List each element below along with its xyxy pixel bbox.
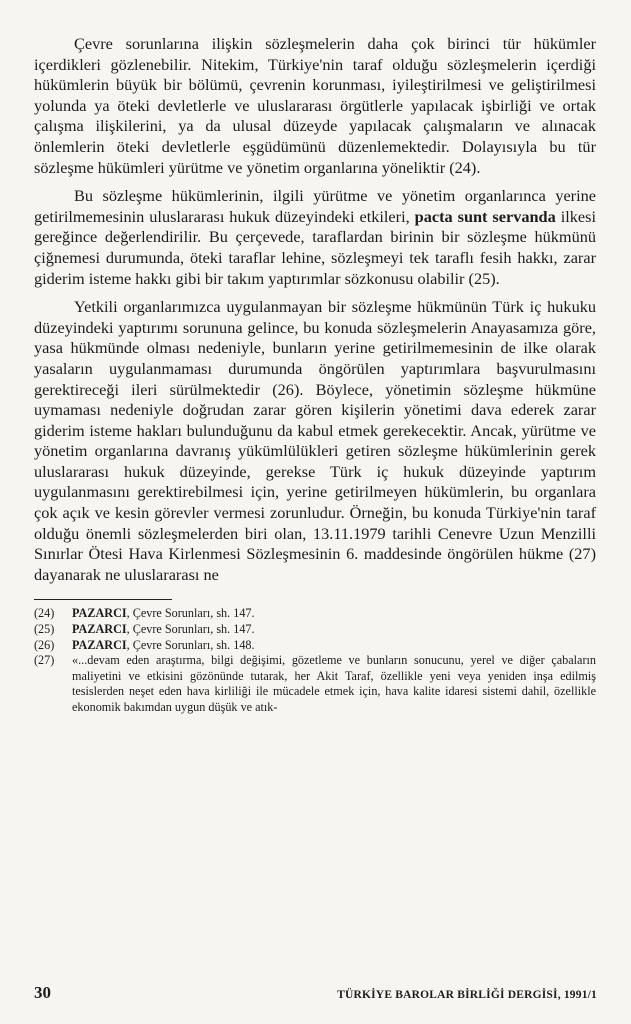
footnote-text bbox=[72, 622, 596, 638]
journal-title: TÜRKİYE BAROLAR BİRLİĞİ DERGİSİ, 1991/1 bbox=[337, 989, 597, 1001]
page-footer bbox=[34, 983, 597, 1003]
pacta-sunt-servanda-term: pacta sunt servanda bbox=[414, 206, 556, 226]
footnote-number: (27) bbox=[34, 653, 55, 668]
paragraph-2-end: ilkesi gereğince değerlendirilir. Bu çerçevede, taraflardan birinin bir sözleşme hükmünü çiğnemesi durumunda, öteki taraflar lehine, sözleşmeyi tek taraflı fesih hakkı, zarar giderim isteme hakkı gibi bir takım yaptırımlar sözkonusu olabilir (25). bbox=[34, 206, 597, 288]
footnote-number: (25) bbox=[34, 622, 55, 637]
footnote-separator bbox=[34, 599, 172, 600]
page-body bbox=[34, 34, 596, 716]
footnote-text: «...devam eden araştırma, bilgi değişimi, gözetleme ve bunların sonucunu, yerel ve diğer çabaların maliyetini ve etkisini gözönünde tutarak, her Akit Taraf, özellikle yeni veya yeniden inşa edilmiş tesislerden neşet eden hava kirliliği ile mücadele etmek için, hava kalite idaresi sistemi dahil, özellikle ekonomik bakımdan uygun düşük ve atık- bbox=[72, 653, 596, 714]
page-number: 30 bbox=[34, 983, 51, 1002]
paragraph-2-start: Bu sözleşme hükümlerinin, ilgili yürütme ve yönetim organlarınca yerine getirilmemesinin uluslararası hukuk düzeyindeki etkileri, bbox=[34, 186, 596, 226]
footnote-author: PAZARCI bbox=[72, 637, 127, 652]
footnote-27 bbox=[34, 653, 596, 715]
footnote-author: PAZARCI bbox=[72, 606, 127, 621]
footnote-26 bbox=[34, 638, 596, 654]
footnote-citation: , Çevre Sorunları, sh. 148. bbox=[126, 637, 255, 652]
footnote-text bbox=[72, 638, 596, 654]
footnote-text bbox=[72, 606, 596, 622]
footnote-number: (26) bbox=[34, 637, 55, 652]
footnote-number: (24) bbox=[34, 606, 55, 621]
footnote-citation: , Çevre Sorunları, sh. 147. bbox=[126, 622, 255, 637]
footnote-author: PAZARCI bbox=[72, 622, 127, 637]
footnote-25 bbox=[34, 622, 596, 638]
paragraph-2 bbox=[34, 186, 596, 289]
paragraph-1: Çevre sorunlarına ilişkin sözleşmelerin daha çok birinci tür hükümler içerdikleri gözlenebilir. Nitekim, Türkiye'nin taraf olduğu sözleşmelerin içerdiği hükümlerin büyük bir bölümü, çevrenin korunması, iyileştirilmesi ve geliştirilmesi yolunda ya öteki devletlerle ve uluslararası örgütlerle yapılacak işbirliği ve ortak çalışma ilişkilerini, ya da ulusal düzeyde yapılacak çalışmaların ve alınacak önlemlerin öteki devletlerle eşgüdümünü düzenlemektedir. Dolayısıyla bu tür sözleşme hükümleri yürütme ve yönetim organlarına yöneliktir (24). bbox=[34, 34, 596, 177]
footnotes bbox=[34, 606, 596, 715]
paragraph-3: Yetkili organlarımızca uygulanmayan bir sözleşme hükmünün Türk iç hukuku düzeyindeki yaptırımı sorununa gelince, bu konuda sözleşmelerin Anayasamıza göre, yasa hükmünde olması nedeniyle, bunların yerine getirilmemesinin de ilke olarak yasaların uygulanmaması durumunda öngörülen yaptırımlara başvurulmasını gerektireceği ileri sürülmektedir (26). Böylece, yönetimin sözleşme hükmüne uymaması nedeniyle doğrudan zarar gören kişilerin yönetimi dava ederek zarar giderim isteme hakları bulunduğunu da kabul etmek gerekecektir. Ancak, yürütme ve yönetim organlarına davranış yükümlülükleri getiren sözleşme hükümlerinin gerek uluslararası hukuk düzeyinde, gerekse Türk iç hukuk düzeyinde yaptırım uygulanmasını gerektirebilmesi için, yerine getirilmeyen hükümlerin, bu organlara çok açık ve kesin görevler vermesi zorunludur. Örneğin, bu konuda Türkiye'nin taraf olduğu önemli sözleşmelerden biri olan, 13.11.1979 tarihli Cenevre Uzun Menzilli Sınırlar Ötesi Hava Kirlenmesi Sözleşmesinin 6. maddesinde öngörülen hükme (27) dayanarak ne uluslararası ne bbox=[34, 297, 596, 584]
footnote-24 bbox=[34, 606, 596, 622]
footnote-citation: , Çevre Sorunları, sh. 147. bbox=[126, 606, 255, 621]
